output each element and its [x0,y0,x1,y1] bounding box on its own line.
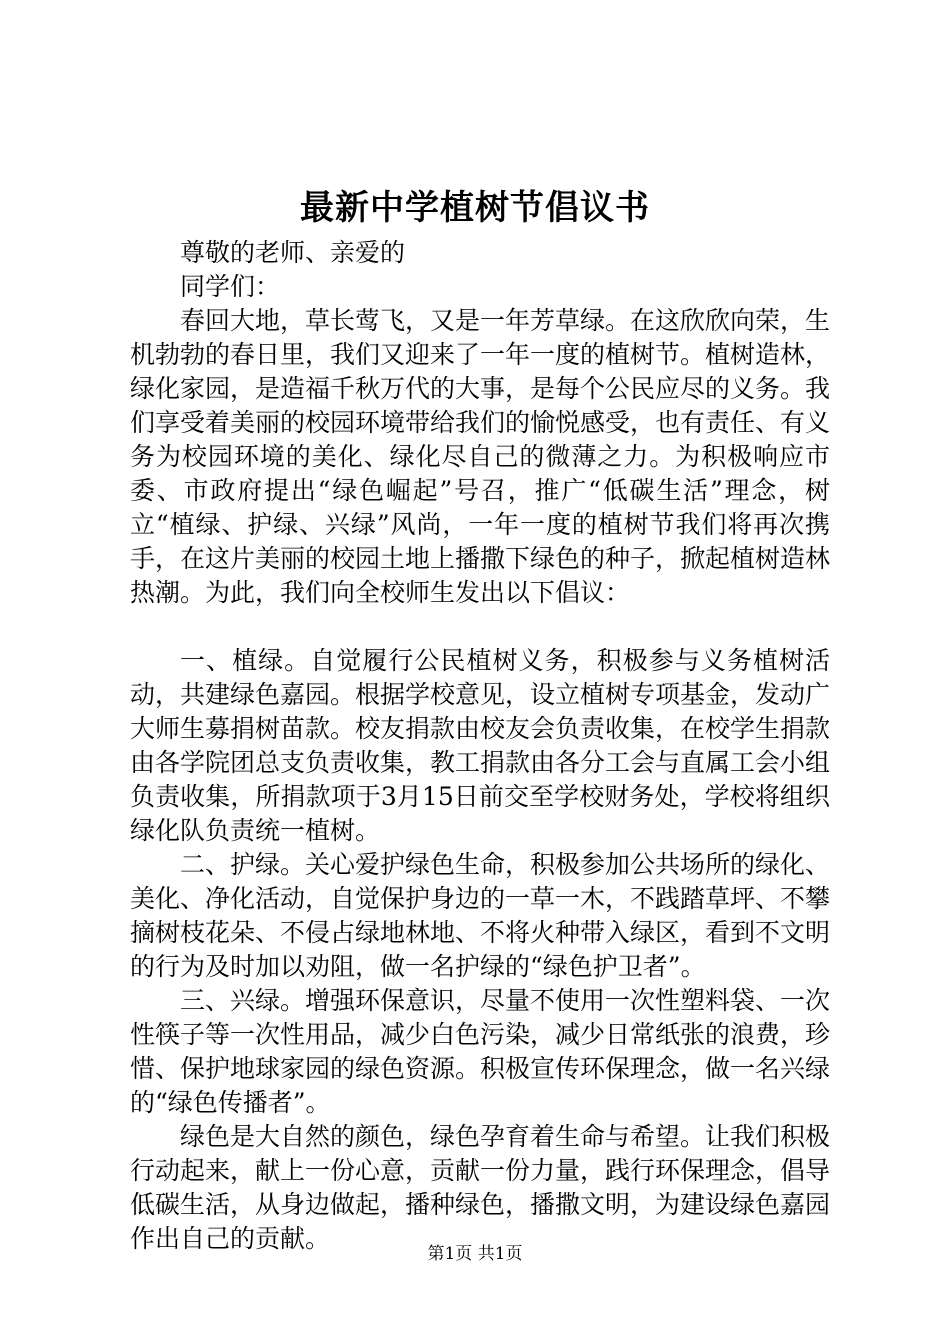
page-number-footer: 第1页 共1页 [427,1244,523,1264]
paragraph-intro: 春回大地，草长莺飞，又是一年芳草绿。在这欣欣向荣，生机勃勃的春日里，我们又迎来了一年一度的植树节。植树造林，绿化家园，是造福千秋万代的大事，是每个公民应尽的义务。我们享受着美丽的校园环境带给我们的愉悦感受，也有责任、有义务为校园环境的美化、绿化尽自己的微薄之力。为积极响应市委、市政府提出“绿色崛起”号召，推广“低碳生活”理念，树立“植绿、护绿、兴绿”风尚，一年一度的植树节我们将再次携手，在这片美丽的校园土地上播撒下绿色的种子，掀起植树造林热潮。为此，我们向全校师生发出以下倡议： [130,306,831,607]
paragraph-protect-green: 二、护绿。关心爱护绿色生命，积极参加公共场所的绿化、美化、净化活动，自觉保护身边的一草一木，不践踏草坪、不攀摘树枝花朵、不侵占绿地林地、不将火种带入绿区，看到不文明的行为及时加以劝阻，做一名护绿的“绿色护卫者”。 [130,850,831,981]
paragraph-plant-green: 一、植绿。自觉履行公民植树义务，积极参与义务植树活动，共建绿色嘉园。根据学校意见，设立植树专项基金，发动广大师生募捐树苗款。校友捐款由校友会负责收集，在校学生捐款由各学院团总支负责收集，教工捐款由各分工会与直属工会小组负责收集，所捐款项于3月15日前交至学校财务处，学校将组织绿化队负责统一植树。 [130,646,831,845]
paragraph-promote-green: 三、兴绿。增强环保意识，尽量不使用一次性塑料袋、一次性筷子等一次性用品，减少白色污染，减少日常纸张的浪费，珍惜、保护地球家园的绿色资源。积极宣传环保理念，做一名兴绿的“绿色传播者”。 [130,986,831,1117]
salutation-line-2: 同学们： [180,272,281,301]
document-title: 最新中学植树节倡议书 [300,188,650,228]
paragraph-closing: 绿色是大自然的颜色，绿色孕育着生命与希望。让我们积极行动起来，献上一份心意，贡献一份力量，践行环保理念，倡导低碳生活，从身边做起，播种绿色，播撒文明，为建设绿色嘉园作出自己的贡献。 [130,1122,831,1253]
salutation-line-1: 尊敬的老师、亲爱的 [180,238,406,267]
document-body [130,236,830,1256]
